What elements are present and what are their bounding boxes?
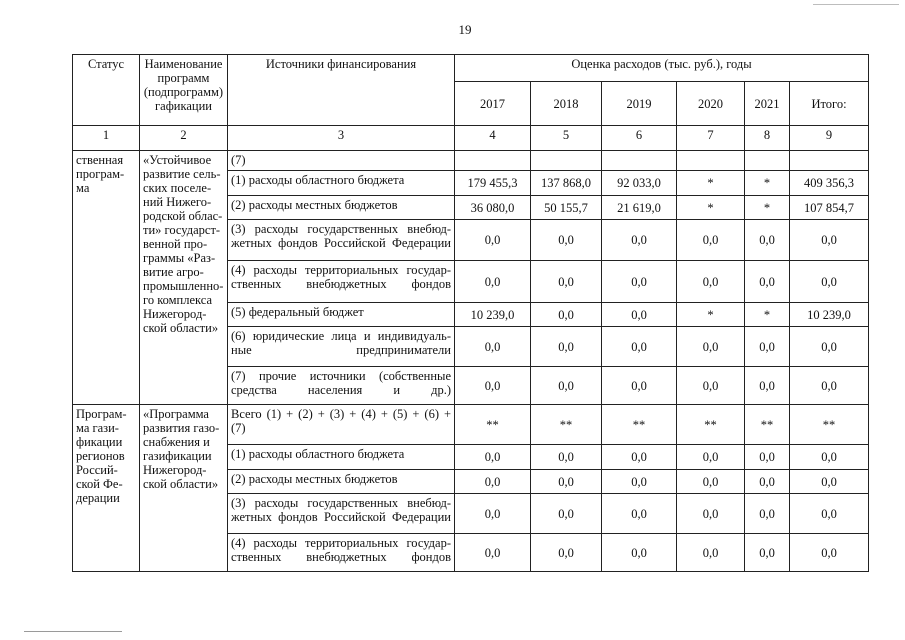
year-value <box>531 151 602 171</box>
year-value: 21 619,0 <box>602 196 677 220</box>
funding-source: Всего (1) + (2) + (3) + (4) + (5) + (6) + (7) <box>228 405 455 445</box>
year-value: 0,0 <box>745 220 790 261</box>
footnote-rule <box>24 631 122 632</box>
header-year: 2018 <box>531 82 602 126</box>
year-value: 0,0 <box>455 367 531 405</box>
column-number: 5 <box>531 126 602 151</box>
year-value: 0,0 <box>745 327 790 367</box>
funding-source: (1) расходы областного бюджета <box>228 171 455 196</box>
funding-source: (2) расходы местных бюджетов <box>228 470 455 494</box>
column-number: 6 <box>602 126 677 151</box>
year-value: 0,0 <box>531 494 602 534</box>
year-value: 36 080,0 <box>455 196 531 220</box>
year-value: 0,0 <box>531 367 602 405</box>
year-value: ** <box>531 405 602 445</box>
year-value: 0,0 <box>602 534 677 572</box>
year-value: * <box>745 303 790 327</box>
total-value <box>790 151 869 171</box>
program-status: ственная програм- ма <box>73 151 140 405</box>
year-value: 0,0 <box>602 327 677 367</box>
financing-row <box>73 405 869 445</box>
funding-source: (7) прочие источники (собственные средства населения и др.) <box>228 367 455 405</box>
year-value: 0,0 <box>455 220 531 261</box>
funding-source: (3) расходы государственных внебюд- жетных фондов Российской Федерации <box>228 220 455 261</box>
program-name: «Программа развития газо- снабжения и газификации Нижегород- ской области» <box>140 405 228 572</box>
header-row-1 <box>73 55 869 82</box>
header-total: Итого: <box>790 82 869 126</box>
year-value <box>677 151 745 171</box>
total-value: 0,0 <box>790 534 869 572</box>
total-value: 0,0 <box>790 261 869 303</box>
year-value: * <box>677 196 745 220</box>
year-value: 0,0 <box>677 534 745 572</box>
total-value: 0,0 <box>790 494 869 534</box>
page-number: 19 <box>458 22 472 37</box>
column-number: 2 <box>140 126 228 151</box>
header-status: Статус <box>73 55 140 126</box>
column-number: 3 <box>228 126 455 151</box>
year-value: 0,0 <box>745 494 790 534</box>
year-value: 0,0 <box>677 445 745 470</box>
program-block-1 <box>73 151 869 405</box>
year-value: 0,0 <box>455 534 531 572</box>
year-value: * <box>745 196 790 220</box>
year-value: 0,0 <box>745 367 790 405</box>
column-number: 9 <box>790 126 869 151</box>
year-value: 0,0 <box>677 261 745 303</box>
year-value: 0,0 <box>677 220 745 261</box>
year-value: 179 455,3 <box>455 171 531 196</box>
year-value: 0,0 <box>531 303 602 327</box>
year-value: 0,0 <box>677 327 745 367</box>
year-value: ** <box>602 405 677 445</box>
year-value: 0,0 <box>602 261 677 303</box>
year-value: * <box>677 303 745 327</box>
program-status: Програм- ма гази- фикации регионов Россий- ской Фе- дерации <box>73 405 140 572</box>
year-value: 0,0 <box>602 220 677 261</box>
top-rule <box>813 4 899 5</box>
funding-source: (3) расходы государственных внебюд- жетных фондов Российской Федерации <box>228 494 455 534</box>
year-value: 0,0 <box>745 445 790 470</box>
year-value: 0,0 <box>531 445 602 470</box>
year-value: * <box>745 171 790 196</box>
total-value: 0,0 <box>790 445 869 470</box>
header-year: 2017 <box>455 82 531 126</box>
column-number: 7 <box>677 126 745 151</box>
total-value: 0,0 <box>790 367 869 405</box>
funding-source: (4) расходы территориальных государ- ственных внебюджетных фондов <box>228 534 455 572</box>
header-program-name: Наименование программ (подпрограмм) гафикации <box>140 55 228 126</box>
program-name: «Устойчивое развитие сель- ских поселе- ний Нижего- родской облас- ти» государст- венной про- граммы «Раз- витие агро- промышленно- го комплекса Нижегород- ской области» <box>140 151 228 405</box>
column-number: 1 <box>73 126 140 151</box>
program-block-2 <box>73 405 869 572</box>
year-value: 0,0 <box>602 494 677 534</box>
year-value: 137 868,0 <box>531 171 602 196</box>
year-value: 0,0 <box>455 261 531 303</box>
column-number-row <box>73 126 869 151</box>
year-value: 0,0 <box>531 220 602 261</box>
total-value: 0,0 <box>790 327 869 367</box>
funding-source: (2) расходы местных бюджетов <box>228 196 455 220</box>
funding-source: (5) федеральный бюджет <box>228 303 455 327</box>
year-value: 0,0 <box>455 494 531 534</box>
year-value: 0,0 <box>455 327 531 367</box>
column-number: 8 <box>745 126 790 151</box>
year-value: 0,0 <box>531 327 602 367</box>
total-value: 10 239,0 <box>790 303 869 327</box>
year-value: 0,0 <box>745 534 790 572</box>
year-value: 92 033,0 <box>602 171 677 196</box>
year-value: 0,0 <box>531 261 602 303</box>
year-value: ** <box>745 405 790 445</box>
year-value: 0,0 <box>602 470 677 494</box>
header-year: 2019 <box>602 82 677 126</box>
total-value: 0,0 <box>790 470 869 494</box>
year-value: 0,0 <box>602 303 677 327</box>
year-value: 0,0 <box>602 367 677 405</box>
total-value: ** <box>790 405 869 445</box>
header-sources: Источники финансирования <box>228 55 455 126</box>
year-value: 0,0 <box>531 470 602 494</box>
year-value: 0,0 <box>677 367 745 405</box>
financing-table <box>72 54 869 572</box>
total-value: 107 854,7 <box>790 196 869 220</box>
funding-source: (4) расходы территориальных государ- ственных внебюджетных фондов <box>228 261 455 303</box>
year-value: 0,0 <box>531 534 602 572</box>
year-value: 0,0 <box>745 470 790 494</box>
financing-row <box>73 151 869 171</box>
year-value: 0,0 <box>677 494 745 534</box>
year-value: 50 155,7 <box>531 196 602 220</box>
year-value: ** <box>455 405 531 445</box>
year-value <box>455 151 531 171</box>
total-value: 409 356,3 <box>790 171 869 196</box>
year-value: 10 239,0 <box>455 303 531 327</box>
total-value: 0,0 <box>790 220 869 261</box>
year-value: * <box>677 171 745 196</box>
header-estimate: Оценка расходов (тыс. руб.), годы <box>455 55 869 82</box>
year-value <box>745 151 790 171</box>
year-value <box>602 151 677 171</box>
year-value: 0,0 <box>745 261 790 303</box>
year-value: ** <box>677 405 745 445</box>
year-value: 0,0 <box>455 470 531 494</box>
funding-source: (1) расходы областного бюджета <box>228 445 455 470</box>
funding-source: (6) юридические лица и индивидуаль- ные предприниматели <box>228 327 455 367</box>
funding-source: (7) <box>228 151 455 171</box>
year-value: 0,0 <box>602 445 677 470</box>
header-year: 2021 <box>745 82 790 126</box>
column-number: 4 <box>455 126 531 151</box>
year-value: 0,0 <box>677 470 745 494</box>
year-value: 0,0 <box>455 445 531 470</box>
header-year: 2020 <box>677 82 745 126</box>
